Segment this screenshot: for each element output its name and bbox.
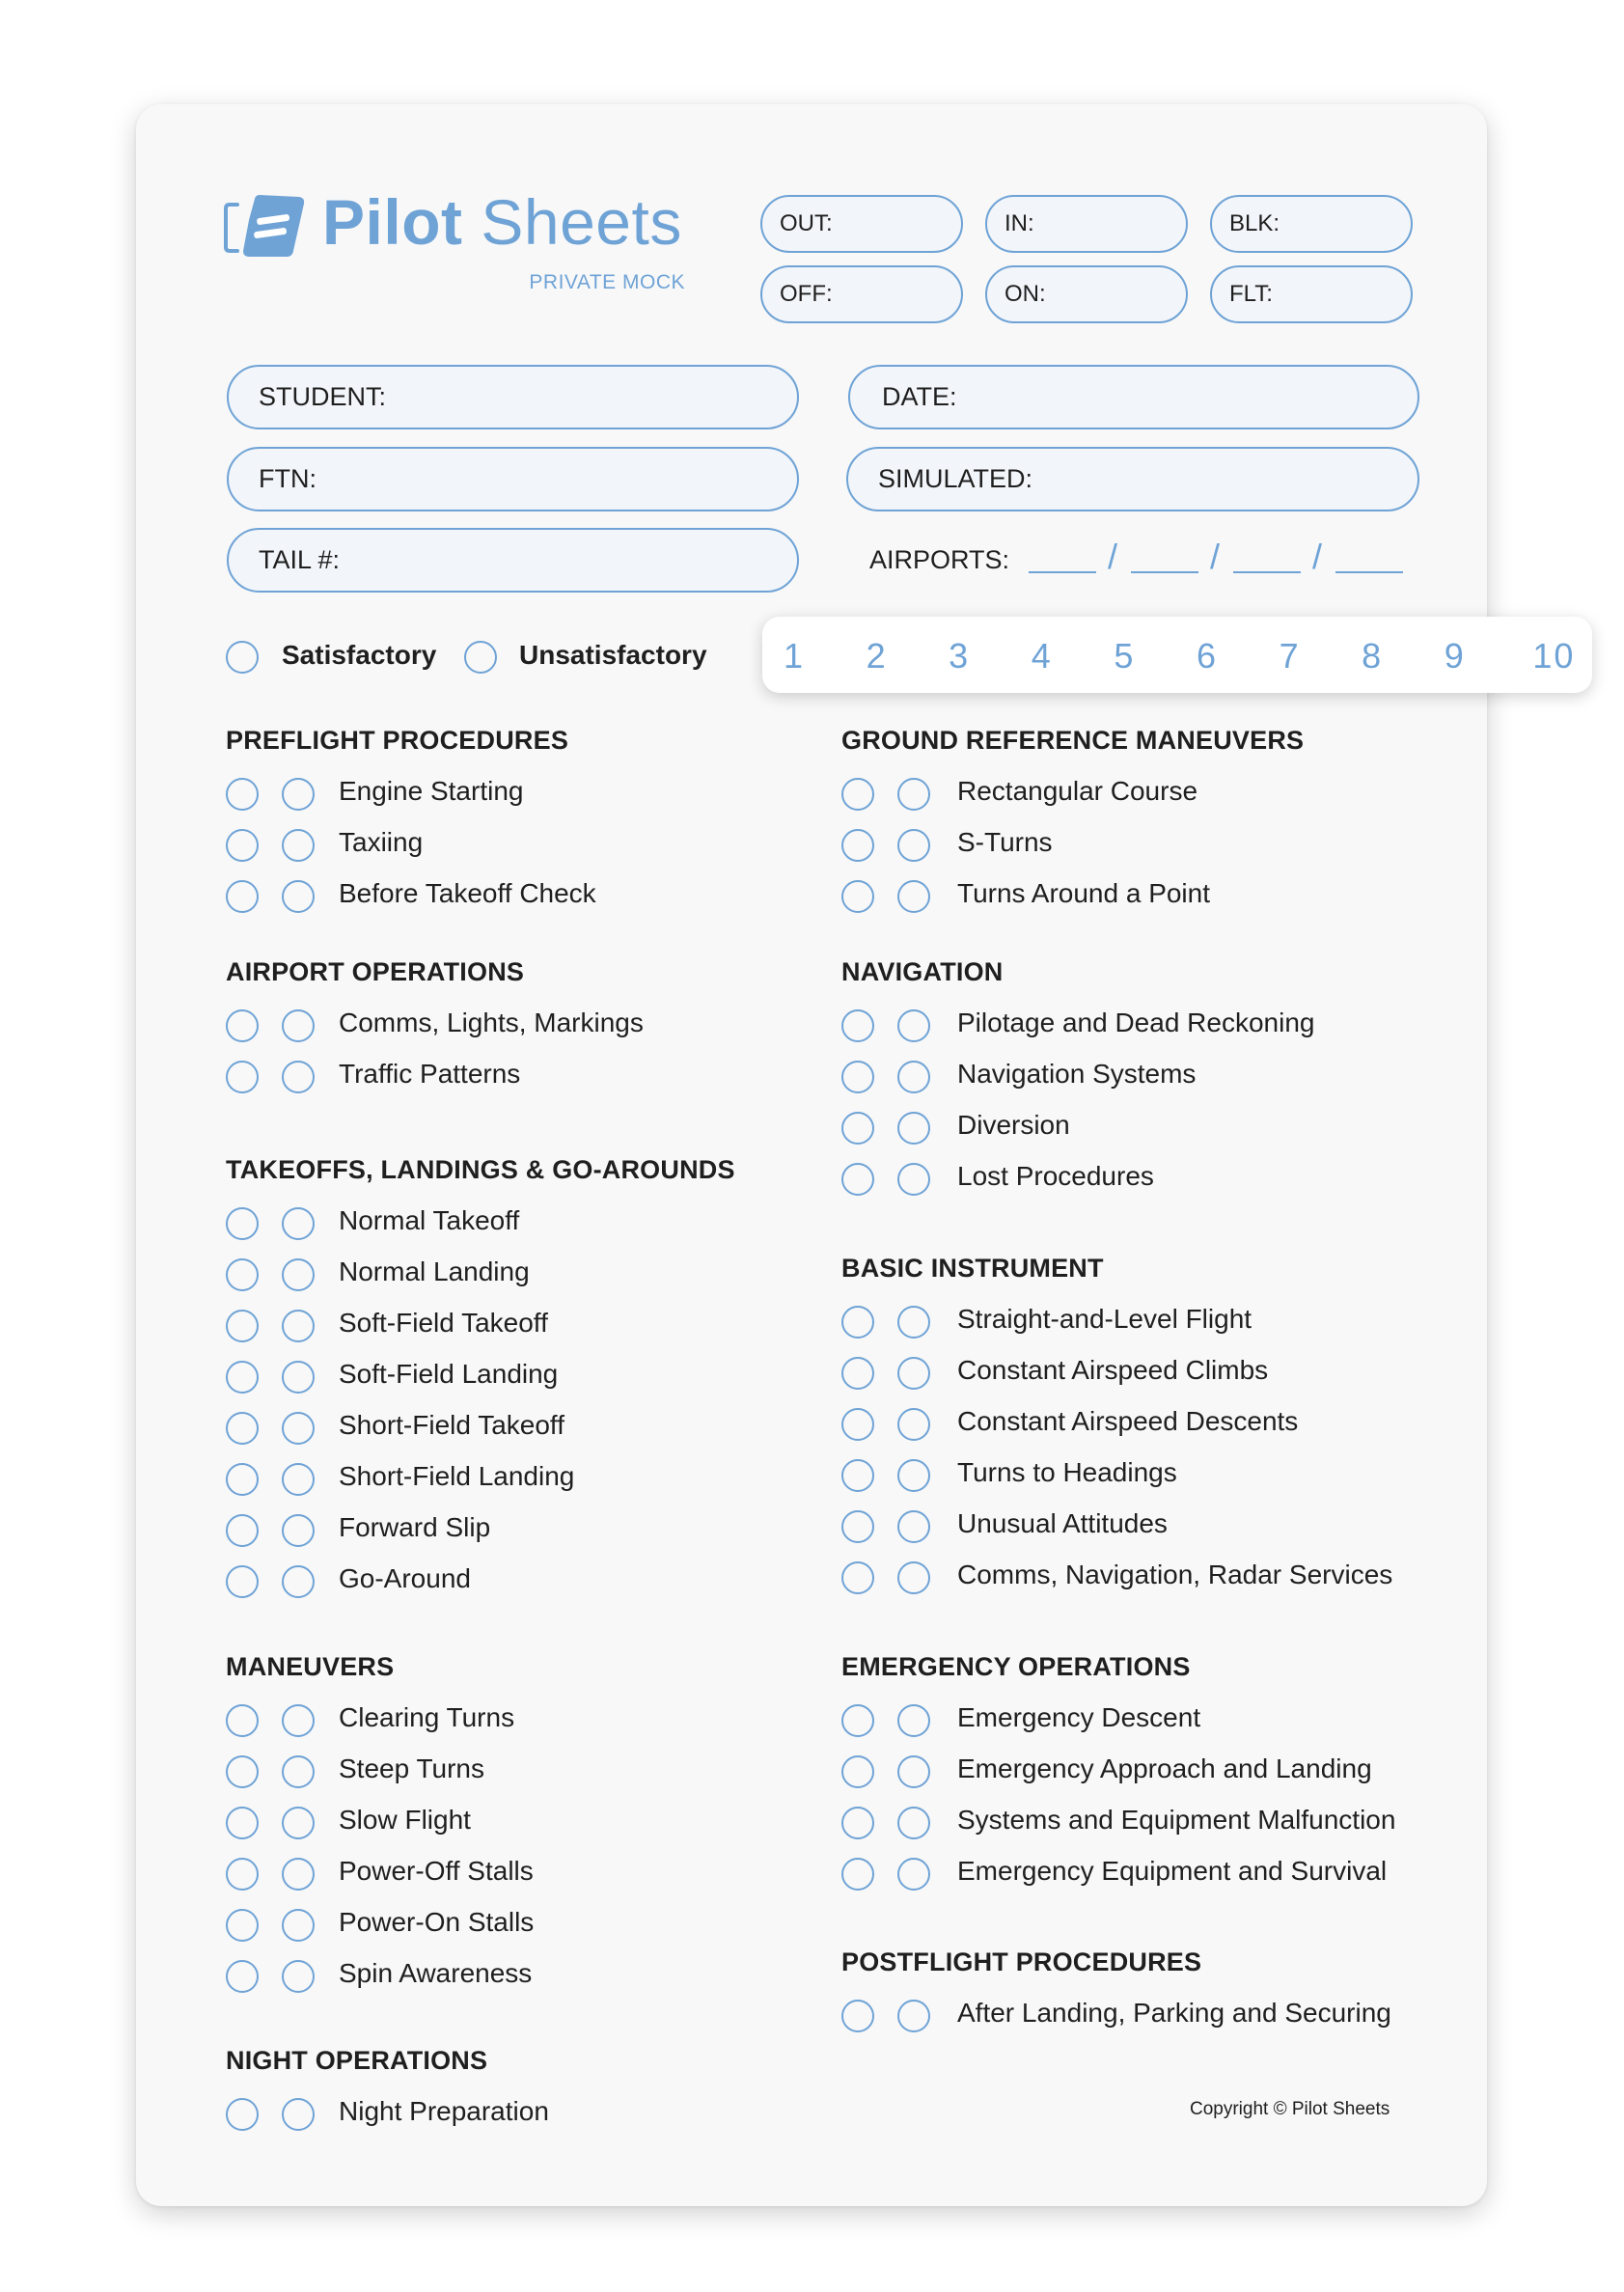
off-time-field[interactable]: OFF: xyxy=(760,265,963,323)
section-title-maneuvers: MANEUVERS xyxy=(226,1652,395,1681)
item-radio-2[interactable] xyxy=(282,1207,315,1240)
checklist-item-night-preparation: Night Preparation xyxy=(339,2096,549,2126)
checklist-item-comms-lights-markings: Comms, Lights, Markings xyxy=(339,1008,644,1037)
checklist-item-systems-and-equipment-malfunction: Systems and Equipment Malfunction xyxy=(957,1805,1396,1835)
item-radio-1[interactable] xyxy=(226,1514,259,1547)
checklist-item-constant-airspeed-climbs: Constant Airspeed Climbs xyxy=(957,1355,1269,1385)
item-radio-2[interactable] xyxy=(897,880,930,913)
section-title-takeoffs-landings-go-arounds: TAKEOFFS, LANDINGS & GO-AROUNDS xyxy=(226,1155,735,1184)
checklist-item-power-off-stalls: Power-Off Stalls xyxy=(339,1856,534,1886)
item-radio-1[interactable] xyxy=(226,778,259,811)
checklist-item-clearing-turns: Clearing Turns xyxy=(339,1702,515,1732)
brand-name-bold: Pilot xyxy=(322,186,463,258)
item-radio-2[interactable] xyxy=(282,2098,315,2131)
item-radio-2[interactable] xyxy=(282,1909,315,1942)
item-radio-2[interactable] xyxy=(897,1357,930,1390)
item-radio-1[interactable] xyxy=(226,1858,259,1891)
checklist-item-emergency-approach-and-landing: Emergency Approach and Landing xyxy=(957,1754,1372,1783)
item-radio-2[interactable] xyxy=(282,1960,315,1993)
pilot-sheets-logo-icon xyxy=(224,191,309,266)
score-scale xyxy=(762,617,1592,693)
section-title-preflight-procedures: PREFLIGHT PROCEDURES xyxy=(226,726,569,755)
checklist-item-turns-around-a-point: Turns Around a Point xyxy=(957,878,1211,908)
item-radio-2[interactable] xyxy=(897,1510,930,1543)
item-radio-1[interactable] xyxy=(841,1755,874,1788)
item-radio-1[interactable] xyxy=(226,1755,259,1788)
item-radio-1[interactable] xyxy=(226,1061,259,1093)
item-radio-2[interactable] xyxy=(897,1704,930,1737)
section-title-basic-instrument: BASIC INSTRUMENT xyxy=(841,1254,1104,1283)
checklist-item-straight-and-level-flight: Straight-and-Level Flight xyxy=(957,1304,1252,1334)
section-title-ground-reference-maneuvers: GROUND REFERENCE MANEUVERS xyxy=(841,726,1305,755)
item-radio-2[interactable] xyxy=(897,1858,930,1891)
item-radio-2[interactable] xyxy=(282,1463,315,1496)
item-radio-2[interactable] xyxy=(282,1755,315,1788)
item-radio-2[interactable] xyxy=(897,1755,930,1788)
score-10[interactable]: 10 xyxy=(1532,636,1576,676)
section-title-night-operations: NIGHT OPERATIONS xyxy=(226,2046,488,2075)
item-radio-2[interactable] xyxy=(282,880,315,913)
checklist-item-constant-airspeed-descents: Constant Airspeed Descents xyxy=(957,1406,1299,1436)
airport-blank-3[interactable] xyxy=(1233,571,1301,573)
checklist-item-go-around: Go-Around xyxy=(339,1563,471,1593)
student-field[interactable]: STUDENT: xyxy=(227,365,799,429)
item-radio-2[interactable] xyxy=(282,1565,315,1598)
item-radio-1[interactable] xyxy=(841,1306,874,1339)
section-title-airport-operations: AIRPORT OPERATIONS xyxy=(226,957,525,986)
item-radio-1[interactable] xyxy=(226,1412,259,1445)
checklist-item-traffic-patterns: Traffic Patterns xyxy=(339,1059,521,1089)
item-radio-2[interactable] xyxy=(897,1009,930,1042)
item-radio-2[interactable] xyxy=(282,1412,315,1445)
checklist-item-after-landing-parking-and-securing: After Landing, Parking and Securing xyxy=(957,1998,1391,2028)
item-radio-1[interactable] xyxy=(841,1163,874,1196)
item-radio-2[interactable] xyxy=(897,2000,930,2032)
checklist-item-short-field-takeoff: Short-Field Takeoff xyxy=(339,1410,564,1440)
unsatisfactory-label: Unsatisfactory xyxy=(519,640,707,670)
score-2[interactable]: 2 xyxy=(866,636,888,676)
item-radio-2[interactable] xyxy=(897,1561,930,1594)
item-radio-1[interactable] xyxy=(226,1463,259,1496)
section-title-postflight-procedures: POSTFLIGHT PROCEDURES xyxy=(841,1947,1202,1976)
checklist-item-unusual-attitudes: Unusual Attitudes xyxy=(957,1508,1168,1538)
item-radio-2[interactable] xyxy=(897,1112,930,1145)
brand-name xyxy=(322,185,682,259)
item-radio-2[interactable] xyxy=(897,1061,930,1093)
item-radio-1[interactable] xyxy=(226,1009,259,1042)
item-radio-2[interactable] xyxy=(897,1408,930,1441)
item-radio-2[interactable] xyxy=(282,1361,315,1394)
item-radio-2[interactable] xyxy=(282,1258,315,1291)
item-radio-1[interactable] xyxy=(841,1858,874,1891)
item-radio-2[interactable] xyxy=(897,778,930,811)
item-radio-2[interactable] xyxy=(282,1310,315,1342)
item-radio-2[interactable] xyxy=(897,1306,930,1339)
item-radio-2[interactable] xyxy=(282,778,315,811)
satisfactory-label: Satisfactory xyxy=(282,640,437,670)
blk-time-field[interactable]: BLK: xyxy=(1210,195,1413,253)
ftn-field[interactable]: FTN: xyxy=(227,447,799,511)
out-time-field[interactable]: OUT: xyxy=(760,195,963,253)
item-radio-2[interactable] xyxy=(897,1163,930,1196)
tail-number-field[interactable]: TAIL #: xyxy=(227,528,799,593)
item-radio-1[interactable] xyxy=(226,1361,259,1394)
checklist-item-taxiing: Taxiing xyxy=(339,827,424,857)
date-field[interactable]: DATE: xyxy=(848,365,1419,429)
item-radio-1[interactable] xyxy=(841,1459,874,1492)
checklist-item-lost-procedures: Lost Procedures xyxy=(957,1161,1154,1191)
checklist-item-navigation-systems: Navigation Systems xyxy=(957,1059,1197,1089)
item-radio-1[interactable] xyxy=(841,829,874,862)
checklist-item-normal-landing: Normal Landing xyxy=(339,1256,530,1286)
score-3[interactable]: 3 xyxy=(949,636,971,676)
item-radio-1[interactable] xyxy=(226,1909,259,1942)
item-radio-2[interactable] xyxy=(282,1807,315,1839)
score-9[interactable]: 9 xyxy=(1444,636,1466,676)
item-radio-1[interactable] xyxy=(841,2000,874,2032)
item-radio-1[interactable] xyxy=(226,880,259,913)
item-radio-2[interactable] xyxy=(282,1514,315,1547)
checklist-item-comms-navigation-radar-services: Comms, Navigation, Radar Services xyxy=(957,1560,1393,1589)
score-1[interactable]: 1 xyxy=(783,636,806,676)
checklist-item-slow-flight: Slow Flight xyxy=(339,1805,471,1835)
airport-separator: / xyxy=(1108,537,1118,576)
item-radio-1[interactable] xyxy=(226,1704,259,1737)
item-radio-2[interactable] xyxy=(282,1858,315,1891)
score-8[interactable]: 8 xyxy=(1362,636,1384,676)
airport-blank-4[interactable] xyxy=(1335,571,1403,573)
item-radio-1[interactable] xyxy=(226,829,259,862)
score-6[interactable]: 6 xyxy=(1196,636,1219,676)
copyright-notice: Copyright © Pilot Sheets xyxy=(1190,2099,1390,2119)
item-radio-1[interactable] xyxy=(841,1807,874,1839)
item-radio-1[interactable] xyxy=(841,1357,874,1390)
checklist-item-turns-to-headings: Turns to Headings xyxy=(957,1457,1177,1487)
item-radio-1[interactable] xyxy=(841,880,874,913)
item-radio-1[interactable] xyxy=(226,1310,259,1342)
checklist-item-forward-slip: Forward Slip xyxy=(339,1512,491,1542)
item-radio-2[interactable] xyxy=(282,1009,315,1042)
item-radio-2[interactable] xyxy=(897,829,930,862)
satisfactory-radio[interactable] xyxy=(226,641,259,674)
brand-name-light: Sheets xyxy=(481,186,682,258)
item-radio-1[interactable] xyxy=(841,1112,874,1145)
item-radio-1[interactable] xyxy=(226,1565,259,1598)
item-radio-1[interactable] xyxy=(226,1807,259,1839)
item-radio-1[interactable] xyxy=(226,2098,259,2131)
item-radio-1[interactable] xyxy=(841,1408,874,1441)
item-radio-1[interactable] xyxy=(226,1960,259,1993)
form-subtitle: PRIVATE MOCK xyxy=(529,271,685,293)
item-radio-2[interactable] xyxy=(897,1459,930,1492)
checklist-item-soft-field-takeoff: Soft-Field Takeoff xyxy=(339,1308,548,1338)
unsatisfactory-radio[interactable] xyxy=(464,641,497,674)
airport-blank-1[interactable] xyxy=(1029,571,1096,573)
item-radio-1[interactable] xyxy=(841,1561,874,1594)
item-radio-1[interactable] xyxy=(841,1704,874,1737)
simulated-field[interactable]: SIMULATED: xyxy=(846,447,1419,511)
score-4[interactable]: 4 xyxy=(1031,636,1053,676)
section-title-emergency-operations: EMERGENCY OPERATIONS xyxy=(841,1652,1191,1681)
airport-blank-2[interactable] xyxy=(1131,571,1198,573)
item-radio-2[interactable] xyxy=(282,1061,315,1093)
checklist-item-emergency-equipment-and-survival: Emergency Equipment and Survival xyxy=(957,1856,1388,1886)
item-radio-1[interactable] xyxy=(841,1061,874,1093)
airport-separator: / xyxy=(1210,537,1221,576)
item-radio-2[interactable] xyxy=(282,1704,315,1737)
on-time-field[interactable]: ON: xyxy=(985,265,1188,323)
item-radio-2[interactable] xyxy=(282,829,315,862)
checklist-item-soft-field-landing: Soft-Field Landing xyxy=(339,1359,559,1389)
score-7[interactable]: 7 xyxy=(1279,636,1301,676)
in-time-field[interactable]: IN: xyxy=(985,195,1188,253)
flt-time-field[interactable]: FLT: xyxy=(1210,265,1413,323)
checklist-item-short-field-landing: Short-Field Landing xyxy=(339,1461,575,1491)
checklist-item-spin-awareness: Spin Awareness xyxy=(339,1958,533,1988)
checklist-item-before-takeoff-check: Before Takeoff Check xyxy=(339,878,596,908)
checklist-item-engine-starting: Engine Starting xyxy=(339,776,524,806)
checklist-item-pilotage-and-dead-reckoning: Pilotage and Dead Reckoning xyxy=(957,1008,1315,1037)
checklist-item-emergency-descent: Emergency Descent xyxy=(957,1702,1201,1732)
airport-separator: / xyxy=(1312,537,1323,576)
item-radio-1[interactable] xyxy=(226,1207,259,1240)
score-5[interactable]: 5 xyxy=(1114,636,1136,676)
checklist-item-normal-takeoff: Normal Takeoff xyxy=(339,1205,520,1235)
item-radio-1[interactable] xyxy=(841,1009,874,1042)
checklist-item-power-on-stalls: Power-On Stalls xyxy=(339,1907,535,1937)
checklist-item-steep-turns: Steep Turns xyxy=(339,1754,484,1783)
item-radio-2[interactable] xyxy=(897,1807,930,1839)
checklist-item-s-turns: S-Turns xyxy=(957,827,1053,857)
checklist-item-diversion: Diversion xyxy=(957,1110,1070,1140)
item-radio-1[interactable] xyxy=(841,1510,874,1543)
airports-label: AIRPORTS: xyxy=(869,545,1010,574)
item-radio-1[interactable] xyxy=(841,778,874,811)
checklist-item-rectangular-course: Rectangular Course xyxy=(957,776,1198,806)
section-title-navigation: NAVIGATION xyxy=(841,957,1004,986)
item-radio-1[interactable] xyxy=(226,1258,259,1291)
